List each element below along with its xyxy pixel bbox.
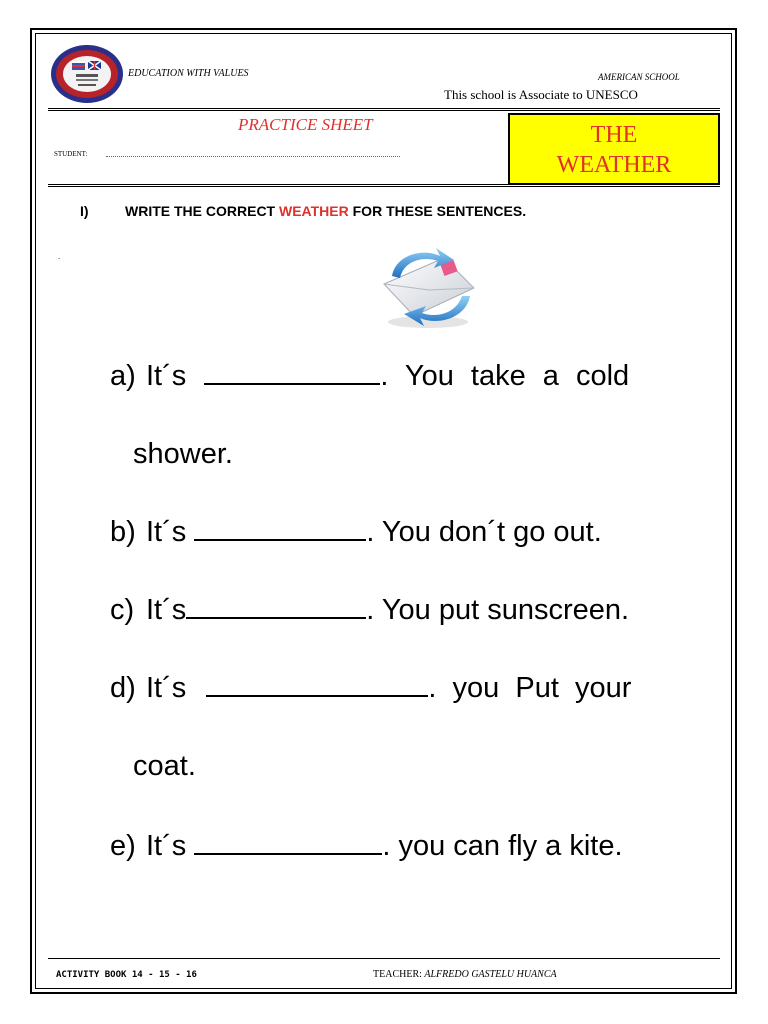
question-suffix: . you Put your — [428, 672, 632, 704]
answer-blank[interactable] — [186, 615, 366, 619]
question-suffix: . You take a cold — [380, 360, 630, 392]
question-suffix: . You put sunscreen. — [366, 594, 630, 626]
question-b — [110, 516, 602, 549]
question-d — [110, 672, 631, 705]
footer-divider — [48, 958, 720, 959]
question-label: b) — [110, 516, 136, 548]
instruction-before: WRITE THE CORRECT — [125, 203, 279, 219]
header-divider — [48, 108, 720, 111]
answer-blank[interactable] — [204, 381, 380, 385]
question-d-continuation: coat. — [133, 750, 196, 782]
question-label: c) — [110, 594, 135, 626]
student-label: STUDENT: — [54, 150, 88, 158]
stray-dot: . — [58, 252, 61, 261]
question-label: e) — [110, 830, 136, 862]
student-name-line[interactable] — [106, 156, 400, 157]
instruction-after: FOR THESE SENTENCES. — [348, 203, 527, 219]
question-e — [110, 830, 623, 863]
unesco-statement: This school is Associate to UNESCO — [444, 87, 638, 102]
school-crest-icon — [50, 44, 124, 104]
practice-sheet-heading: PRACTICE SHEET — [238, 115, 373, 134]
school-motto: EDUCATION WITH VALUES — [128, 68, 249, 79]
title-divider — [48, 184, 720, 187]
worksheet-title-box — [508, 113, 720, 185]
teacher-label: TEACHER: — [373, 969, 425, 980]
question-prefix: It´s — [146, 516, 195, 548]
question-prefix: It´s — [146, 830, 195, 862]
teacher-name: ALFREDO GASTELU HUANCA — [424, 969, 557, 980]
school-type: AMERICAN SCHOOL — [598, 72, 680, 82]
question-prefix: It´s — [146, 672, 195, 704]
question-suffix: . you can fly a kite. — [382, 830, 623, 862]
instruction-highlight: WEATHER — [279, 203, 349, 219]
question-label: d) — [110, 672, 136, 704]
instruction-text — [125, 203, 526, 219]
answer-blank[interactable] — [194, 537, 366, 541]
title-line-2: WEATHER — [556, 152, 672, 178]
question-a — [110, 360, 629, 393]
question-prefix: It´s — [146, 594, 187, 626]
activity-book-label: ACTIVITY BOOK 14 - 15 - 16 — [56, 970, 197, 980]
question-label: a) — [110, 360, 136, 392]
question-c — [110, 594, 629, 627]
instruction-number: I) — [80, 203, 89, 219]
teacher-credit — [373, 969, 557, 980]
question-prefix: It´s — [146, 360, 195, 392]
email-refresh-icon — [374, 244, 482, 330]
question-a-continuation: shower. — [133, 438, 233, 470]
question-suffix: . You don´t go out. — [366, 516, 602, 548]
answer-blank[interactable] — [194, 851, 382, 855]
title-line-1: THE — [590, 122, 638, 148]
answer-blank[interactable] — [206, 693, 428, 697]
